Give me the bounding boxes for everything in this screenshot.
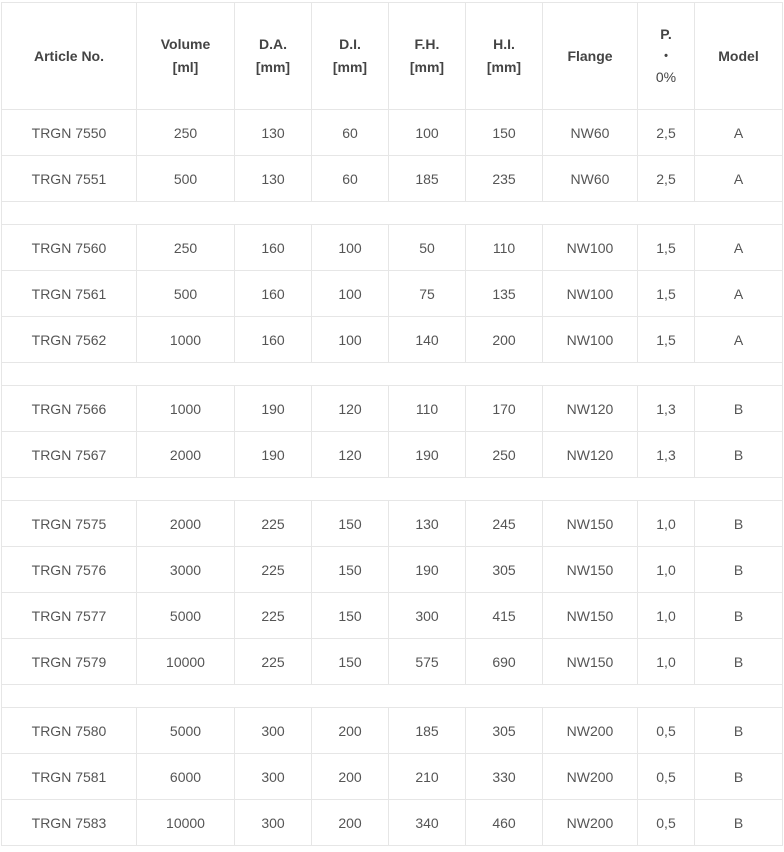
article-no-cell: TRGN 7562 (2, 317, 137, 363)
inner-diameter-cell: 60 (312, 110, 389, 156)
model-cell: B (695, 501, 783, 547)
pressure-cell: 1,3 (638, 432, 695, 478)
header-label: D.A. (259, 36, 287, 52)
flange-cell: NW120 (543, 432, 638, 478)
flange-cell: NW150 (543, 501, 638, 547)
model-cell: B (695, 386, 783, 432)
model-cell: A (695, 271, 783, 317)
pressure-cell: 1,5 (638, 271, 695, 317)
inner-height-cell: 150 (466, 110, 543, 156)
inner-diameter-cell: 150 (312, 547, 389, 593)
table-row (2, 110, 783, 156)
header-flange-height (389, 3, 466, 110)
inner-height-cell: 305 (466, 547, 543, 593)
outer-diameter-cell: 300 (235, 708, 312, 754)
group-spacer-row (2, 478, 783, 501)
group-spacer-cell (2, 478, 783, 501)
group-spacer-cell (2, 202, 783, 225)
header-label: Article No. (33, 47, 104, 64)
volume-cell: 5000 (137, 708, 235, 754)
flange-cell: NW100 (543, 271, 638, 317)
model-cell: A (695, 317, 783, 363)
volume-cell: 250 (137, 110, 235, 156)
article-no-cell: TRGN 7560 (2, 225, 137, 271)
pressure-cell: 1,0 (638, 501, 695, 547)
inner-height-cell: 250 (466, 432, 543, 478)
table-row (2, 317, 783, 363)
volume-cell: 2000 (137, 501, 235, 547)
inner-diameter-cell: 100 (312, 317, 389, 363)
outer-diameter-cell: 130 (235, 156, 312, 202)
table-body (2, 110, 783, 846)
inner-diameter-cell: 200 (312, 800, 389, 846)
pressure-cell: 2,5 (638, 110, 695, 156)
header-unit: [mm] (486, 59, 522, 75)
header-volume (137, 3, 235, 110)
flange-cell: NW100 (543, 317, 638, 363)
flange-height-cell: 185 (389, 156, 466, 202)
table-row (2, 501, 783, 547)
outer-diameter-cell: 225 (235, 593, 312, 639)
flange-height-cell: 130 (389, 501, 466, 547)
outer-diameter-cell: 190 (235, 386, 312, 432)
header-outer-diameter (235, 3, 312, 110)
volume-cell: 500 (137, 271, 235, 317)
inner-height-cell: 110 (466, 225, 543, 271)
volume-cell: 10000 (137, 639, 235, 685)
flange-cell: NW200 (543, 754, 638, 800)
flange-cell: NW60 (543, 156, 638, 202)
inner-diameter-cell: 60 (312, 156, 389, 202)
header-label: Flange (567, 47, 613, 64)
table-row (2, 754, 783, 800)
article-no-cell: TRGN 7550 (2, 110, 137, 156)
inner-height-cell: 235 (466, 156, 543, 202)
header-label: Model (718, 47, 759, 64)
article-no-cell: TRGN 7561 (2, 271, 137, 317)
outer-diameter-cell: 225 (235, 501, 312, 547)
bullet-icon: • (664, 50, 668, 62)
volume-cell: 1000 (137, 317, 235, 363)
table-row (2, 386, 783, 432)
volume-cell: 2000 (137, 432, 235, 478)
table-row (2, 547, 783, 593)
flange-cell: NW100 (543, 225, 638, 271)
group-spacer-cell (2, 363, 783, 386)
table-row (2, 800, 783, 846)
article-no-cell: TRGN 7567 (2, 432, 137, 478)
group-spacer-row (2, 202, 783, 225)
group-spacer-row (2, 685, 783, 708)
flange-height-cell: 210 (389, 754, 466, 800)
outer-diameter-cell: 160 (235, 317, 312, 363)
header-pressure (638, 3, 695, 110)
pressure-cell: 0,5 (638, 800, 695, 846)
header-unit: [ml] (172, 59, 199, 75)
model-cell: A (695, 110, 783, 156)
header-unit: 0% (655, 69, 677, 85)
model-cell: B (695, 639, 783, 685)
inner-height-cell: 305 (466, 708, 543, 754)
outer-diameter-cell: 225 (235, 639, 312, 685)
header-row (2, 3, 783, 110)
article-no-cell: TRGN 7566 (2, 386, 137, 432)
header-unit: [mm] (409, 59, 445, 75)
inner-diameter-cell: 120 (312, 386, 389, 432)
header-label: F.H. (414, 36, 440, 52)
article-no-cell: TRGN 7581 (2, 754, 137, 800)
header-label: H.I. (493, 36, 515, 52)
volume-cell: 5000 (137, 593, 235, 639)
volume-cell: 500 (137, 156, 235, 202)
table-row (2, 271, 783, 317)
outer-diameter-cell: 160 (235, 271, 312, 317)
flange-height-cell: 50 (389, 225, 466, 271)
header-inner-diameter (312, 3, 389, 110)
inner-diameter-cell: 200 (312, 708, 389, 754)
flange-height-cell: 575 (389, 639, 466, 685)
flange-height-cell: 75 (389, 271, 466, 317)
spec-table (1, 2, 783, 846)
inner-height-cell: 245 (466, 501, 543, 547)
model-cell: B (695, 432, 783, 478)
flange-height-cell: 190 (389, 432, 466, 478)
outer-diameter-cell: 300 (235, 754, 312, 800)
inner-height-cell: 690 (466, 639, 543, 685)
pressure-cell: 1,0 (638, 547, 695, 593)
pressure-cell: 1,0 (638, 593, 695, 639)
group-spacer-cell (2, 685, 783, 708)
outer-diameter-cell: 130 (235, 110, 312, 156)
article-no-cell: TRGN 7575 (2, 501, 137, 547)
outer-diameter-cell: 300 (235, 800, 312, 846)
model-cell: B (695, 708, 783, 754)
inner-height-cell: 330 (466, 754, 543, 800)
flange-cell: NW120 (543, 386, 638, 432)
outer-diameter-cell: 225 (235, 547, 312, 593)
volume-cell: 3000 (137, 547, 235, 593)
pressure-cell: 1,0 (638, 639, 695, 685)
pressure-cell: 2,5 (638, 156, 695, 202)
pressure-cell: 0,5 (638, 754, 695, 800)
article-no-cell: TRGN 7580 (2, 708, 137, 754)
outer-diameter-cell: 190 (235, 432, 312, 478)
header-article-no (2, 3, 137, 110)
pressure-cell: 1,5 (638, 317, 695, 363)
pressure-cell: 0,5 (638, 708, 695, 754)
model-cell: B (695, 800, 783, 846)
flange-height-cell: 100 (389, 110, 466, 156)
article-no-cell: TRGN 7577 (2, 593, 137, 639)
inner-height-cell: 415 (466, 593, 543, 639)
table-row (2, 708, 783, 754)
flange-cell: NW200 (543, 800, 638, 846)
header-unit: [mm] (255, 59, 291, 75)
flange-cell: NW150 (543, 593, 638, 639)
flange-cell: NW150 (543, 639, 638, 685)
group-spacer-row (2, 363, 783, 386)
table-row (2, 156, 783, 202)
volume-cell: 10000 (137, 800, 235, 846)
header-label: Volume (160, 36, 211, 52)
inner-diameter-cell: 100 (312, 225, 389, 271)
model-cell: A (695, 225, 783, 271)
inner-height-cell: 170 (466, 386, 543, 432)
pressure-cell: 1,5 (638, 225, 695, 271)
inner-diameter-cell: 200 (312, 754, 389, 800)
header-flange (543, 3, 638, 110)
inner-diameter-cell: 100 (312, 271, 389, 317)
volume-cell: 6000 (137, 754, 235, 800)
volume-cell: 250 (137, 225, 235, 271)
model-cell: B (695, 547, 783, 593)
flange-height-cell: 140 (389, 317, 466, 363)
inner-height-cell: 135 (466, 271, 543, 317)
flange-height-cell: 300 (389, 593, 466, 639)
table-row (2, 639, 783, 685)
table-row (2, 432, 783, 478)
header-label: P. (660, 26, 672, 42)
pressure-cell: 1,3 (638, 386, 695, 432)
header-label: D.I. (339, 36, 361, 52)
article-no-cell: TRGN 7583 (2, 800, 137, 846)
inner-diameter-cell: 150 (312, 501, 389, 547)
article-no-cell: TRGN 7576 (2, 547, 137, 593)
model-cell: A (695, 156, 783, 202)
flange-height-cell: 340 (389, 800, 466, 846)
model-cell: B (695, 754, 783, 800)
table-row (2, 225, 783, 271)
inner-diameter-cell: 120 (312, 432, 389, 478)
article-no-cell: TRGN 7551 (2, 156, 137, 202)
article-no-cell: TRGN 7579 (2, 639, 137, 685)
header-model (695, 3, 783, 110)
flange-cell: NW60 (543, 110, 638, 156)
volume-cell: 1000 (137, 386, 235, 432)
flange-height-cell: 190 (389, 547, 466, 593)
flange-height-cell: 110 (389, 386, 466, 432)
outer-diameter-cell: 160 (235, 225, 312, 271)
inner-height-cell: 200 (466, 317, 543, 363)
model-cell: B (695, 593, 783, 639)
header-inner-height (466, 3, 543, 110)
flange-height-cell: 185 (389, 708, 466, 754)
inner-diameter-cell: 150 (312, 593, 389, 639)
inner-diameter-cell: 150 (312, 639, 389, 685)
inner-height-cell: 460 (466, 800, 543, 846)
table-row (2, 593, 783, 639)
header-unit: [mm] (332, 59, 368, 75)
flange-cell: NW150 (543, 547, 638, 593)
flange-cell: NW200 (543, 708, 638, 754)
